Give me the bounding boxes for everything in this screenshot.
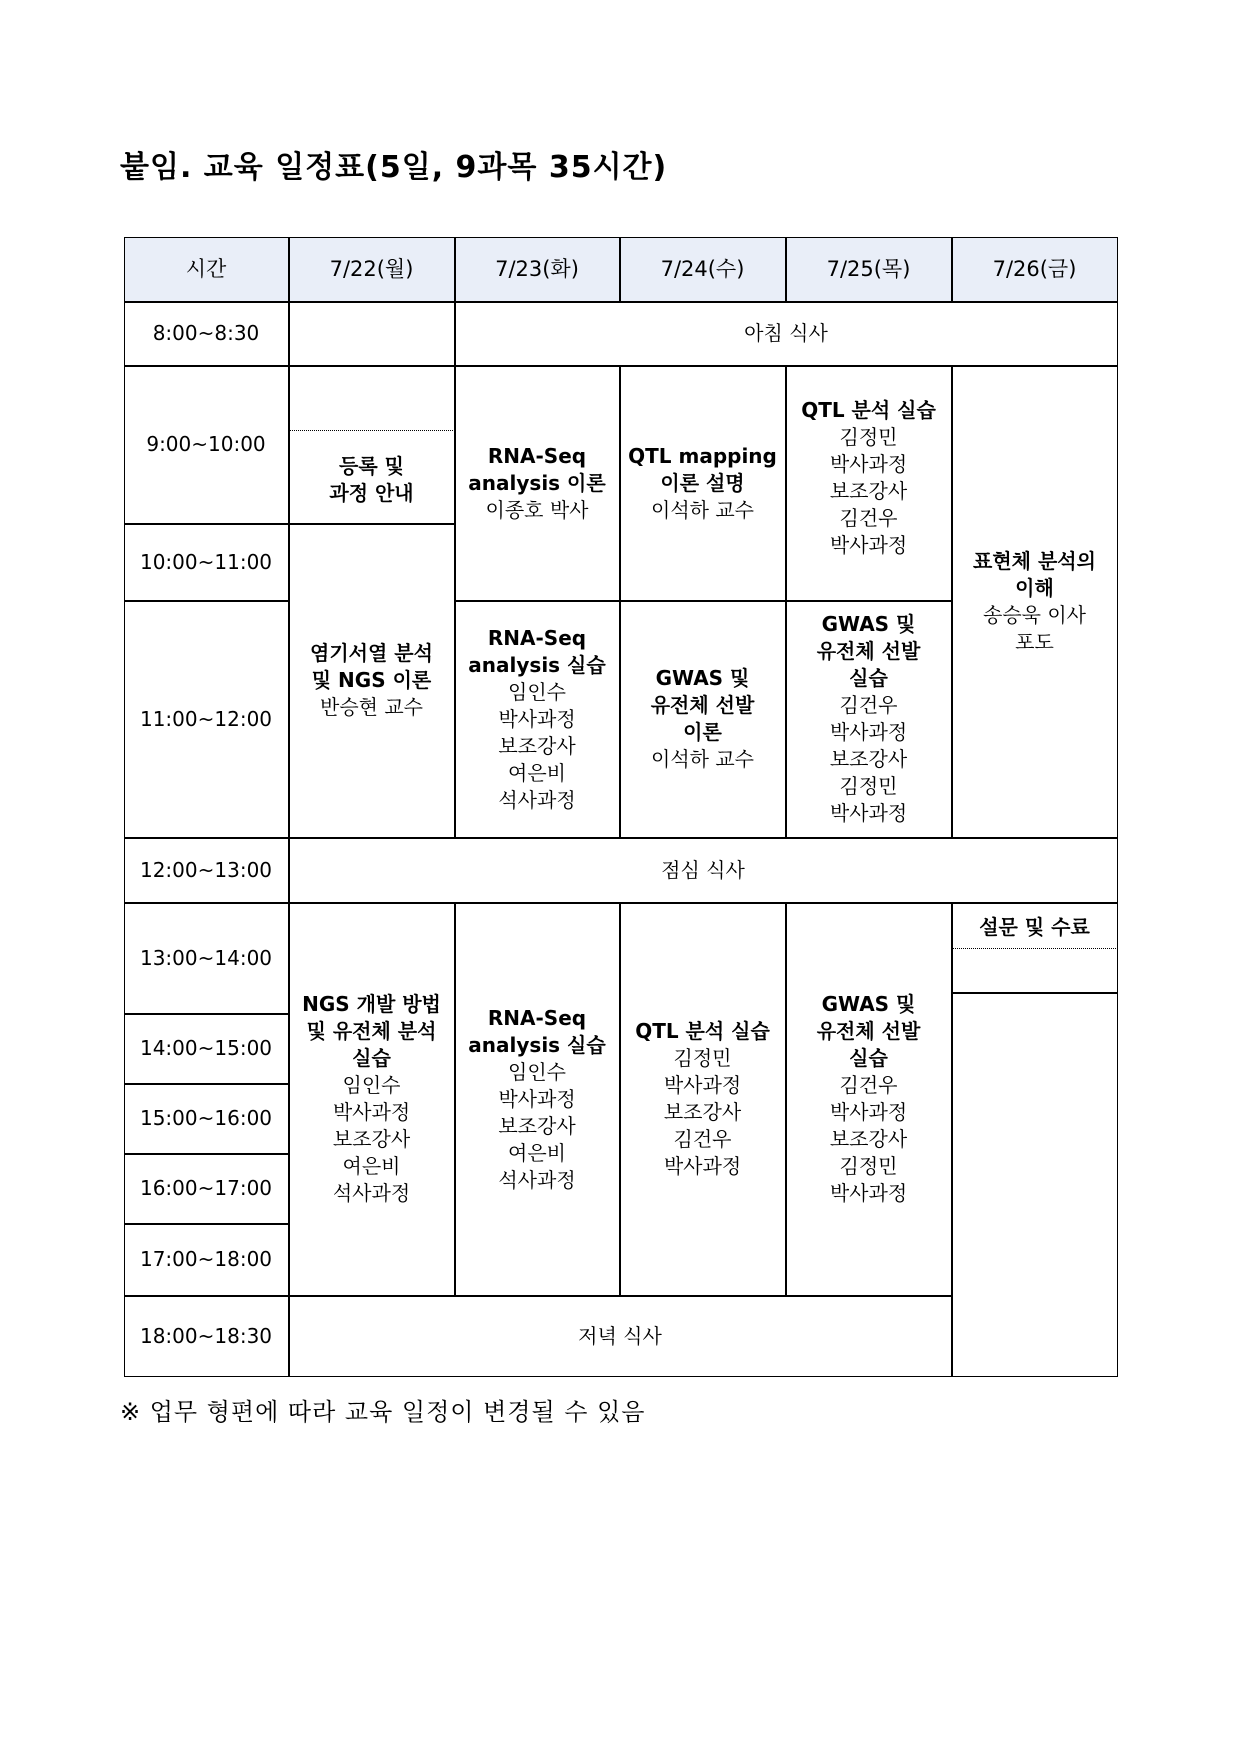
session-instructor: 김건우 [839, 693, 898, 717]
session-rnaseq-theory [455, 366, 620, 601]
session-instructor: 김정민 [839, 424, 898, 449]
header-day-3: 7/24(수) [620, 237, 786, 302]
session-phenotype [952, 366, 1118, 838]
session-title: 실습 [352, 1046, 391, 1070]
session-title: GWAS 및 [655, 666, 750, 690]
session-instructor: 보조강사 [829, 747, 908, 771]
time-slot: 12:00~13:00 [124, 838, 289, 903]
session-instructor: 박사과정 [663, 1073, 742, 1097]
schedule-table [124, 237, 1118, 1377]
session-instructor: 석사과정 [498, 1167, 576, 1192]
session-instructor: 김건우 [839, 1073, 898, 1097]
session-instructor: 임인수 [508, 1059, 566, 1084]
session-title: 유전체 선발 [816, 639, 921, 663]
session-instructor: 이석하 교수 [651, 747, 754, 771]
session-title: 등록 및 [339, 453, 404, 478]
session-title: QTL mapping [628, 443, 777, 468]
session-title: 이해 [1015, 575, 1054, 600]
session-instructor: 임인수 [342, 1073, 401, 1097]
session-instructor: 보조강사 [829, 478, 908, 503]
time-slot: 11:00~12:00 [124, 601, 289, 838]
session-instructor: 김건우 [839, 505, 898, 530]
session-title: analysis 이론 [468, 470, 606, 495]
session-title: RNA-Seq [487, 443, 587, 468]
session-instructor: 보조강사 [829, 1127, 908, 1151]
session-instructor: 보조강사 [332, 1127, 411, 1151]
dotted-divider [952, 948, 1118, 949]
session-instructor: 이석하 교수 [651, 497, 754, 522]
time-slot: 8:00~8:30 [124, 302, 289, 366]
session-title: GWAS 및 [821, 612, 916, 636]
session-title: 표현체 분석의 [973, 548, 1096, 573]
session-qtl-practice [620, 903, 786, 1296]
session-title: RNA-Seq [487, 1005, 587, 1030]
session-instructor: 송승욱 이사 [983, 602, 1086, 627]
session-title: 이론 설명 [660, 470, 745, 495]
session-instructor: 박사과정 [829, 451, 908, 476]
header-day-1: 7/22(월) [289, 237, 455, 302]
session-instructor: 여은비 [508, 1140, 566, 1165]
header-day-5: 7/26(금) [952, 237, 1118, 302]
session-instructor: 박사과정 [829, 720, 908, 744]
time-slot: 15:00~16:00 [124, 1084, 289, 1154]
session-title: 과정 안내 [329, 480, 414, 505]
session-ngs-practice [289, 903, 455, 1296]
session-instructor: 박사과정 [332, 1100, 411, 1124]
dotted-divider [289, 430, 455, 431]
session-instructor: 보조강사 [498, 1113, 576, 1138]
session-rnaseq-practice [455, 903, 620, 1296]
session-title: 유전체 선발 [650, 693, 755, 717]
session-rnaseq-practice [455, 601, 620, 838]
session-title: 실습 [849, 1046, 888, 1070]
meal-dinner: 저녁 식사 [289, 1296, 952, 1377]
session-instructor: 석사과정 [498, 787, 576, 812]
session-instructor: 박사과정 [498, 1086, 576, 1111]
session-instructor: 임인수 [508, 679, 566, 704]
time-slot: 13:00~14:00 [124, 903, 289, 1014]
session-instructor: 박사과정 [498, 706, 576, 731]
meal-lunch: 점심 식사 [289, 838, 1118, 903]
session-instructor: 여은비 [508, 760, 566, 785]
time-slot: 16:00~17:00 [124, 1154, 289, 1224]
session-instructor: 보조강사 [498, 733, 576, 758]
time-slot: 9:00~10:00 [124, 366, 289, 524]
time-slot: 17:00~18:00 [124, 1224, 289, 1296]
session-instructor: 박사과정 [829, 1181, 908, 1205]
session-instructor: 여은비 [342, 1154, 401, 1178]
session-ngs-theory [289, 524, 455, 838]
session-title: 이론 [683, 720, 722, 744]
empty-cell [289, 302, 455, 366]
session-title: RNA-Seq [487, 625, 587, 650]
session-title: QTL 분석 실습 [801, 397, 936, 422]
session-registration [289, 366, 455, 524]
session-title: 설문 및 수료 [979, 914, 1090, 939]
session-qtl-theory [620, 366, 786, 601]
session-gwas-practice [786, 903, 952, 1296]
session-instructor: 박사과정 [663, 1154, 742, 1178]
session-instructor: 이종호 박사 [485, 497, 589, 522]
session-title: 및 유전체 분석 [306, 1019, 437, 1043]
time-slot: 14:00~15:00 [124, 1014, 289, 1084]
header-day-2: 7/23(화) [455, 237, 620, 302]
session-title: 실습 [849, 666, 888, 690]
session-title: QTL 분석 실습 [635, 1019, 770, 1043]
session-instructor: 김정민 [673, 1046, 732, 1070]
session-qtl-practice [786, 366, 952, 601]
time-slot: 18:00~18:30 [124, 1296, 289, 1377]
session-title: NGS 개발 방법 [302, 992, 441, 1016]
session-instructor: 김건우 [673, 1127, 732, 1151]
session-instructor: 석사과정 [332, 1181, 411, 1205]
session-title: GWAS 및 [821, 992, 916, 1016]
session-title: 및 NGS 이론 [311, 668, 432, 692]
session-instructor: 김정민 [839, 1154, 898, 1178]
time-slot: 10:00~11:00 [124, 524, 289, 601]
session-instructor: 포도 [1015, 629, 1054, 654]
session-title: analysis 실습 [468, 1032, 606, 1057]
meal-breakfast: 아침 식사 [455, 302, 1118, 366]
schedule-note: ※ 업무 형편에 따라 교육 일정이 변경될 수 있음 [120, 1398, 646, 1426]
session-title: 염기서열 분석 [310, 641, 433, 665]
session-instructor: 김정민 [839, 774, 898, 798]
session-instructor: 반승현 교수 [320, 695, 423, 719]
session-title: analysis 실습 [468, 652, 606, 677]
session-gwas-practice [786, 601, 952, 838]
session-instructor: 박사과정 [829, 1100, 908, 1124]
session-instructor: 박사과정 [829, 532, 908, 557]
session-instructor: 보조강사 [663, 1100, 742, 1124]
session-title: 유전체 선발 [816, 1019, 921, 1043]
page-title: 붙임. 교육 일정표(5일, 9과목 35시간) [120, 150, 668, 185]
header-day-4: 7/25(목) [786, 237, 952, 302]
empty-cell [952, 993, 1118, 1377]
header-time: 시간 [124, 237, 289, 302]
session-gwas-theory [620, 601, 786, 838]
session-instructor: 박사과정 [829, 801, 908, 825]
